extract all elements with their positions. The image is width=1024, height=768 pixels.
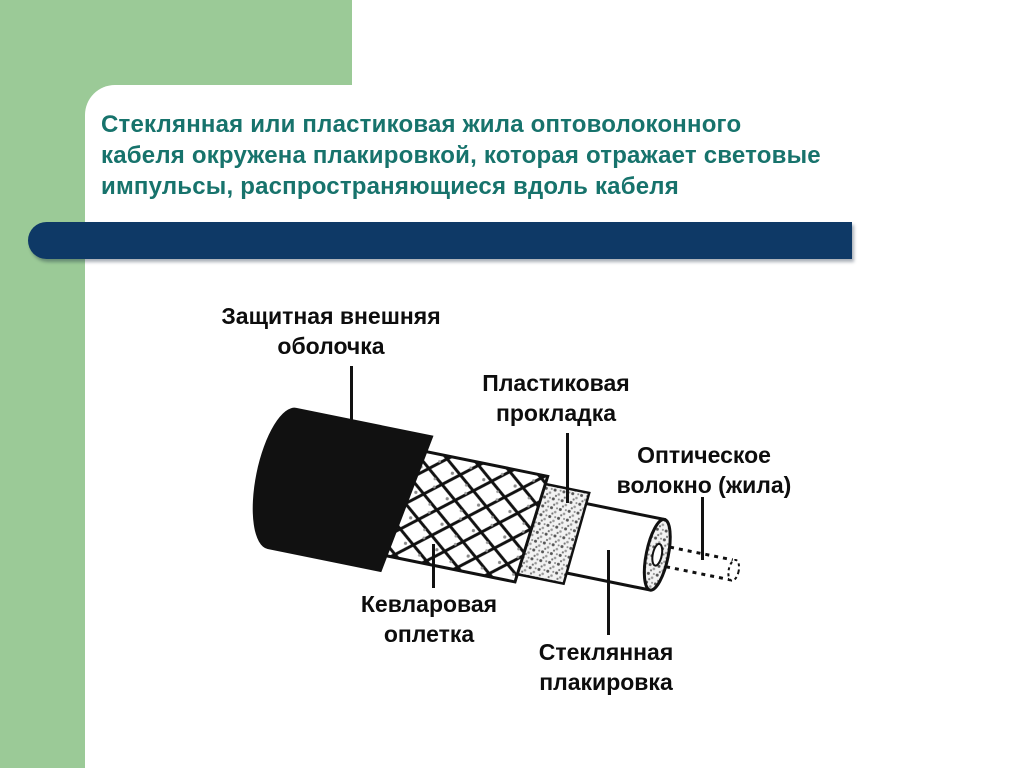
diagram-label-outer-jacket (221, 301, 440, 361)
diagram-label-plastic-spacer-line-2: прокладка (495, 400, 617, 426)
diagram-label-outer-jacket-line-2: оболочка (277, 333, 385, 359)
diagram-label-optical-fiber (617, 440, 792, 500)
leader-line-kevlar-braid (432, 544, 435, 588)
diagram-label-glass-cladding (539, 637, 674, 697)
leader-line-glass-cladding (607, 550, 610, 635)
diagram-label-plastic-spacer-line-1: Пластиковая (482, 370, 630, 396)
diagram-label-outer-jacket-line-1: Защитная внешняя (221, 303, 441, 329)
diagram-label-optical-fiber-line-1: Оптическое (637, 442, 771, 468)
leader-line-plastic-spacer (566, 433, 569, 503)
slide-title-line-3: импульсы, распространяющиеся вдоль кабеля (101, 173, 679, 200)
diagram-label-glass-cladding-line-2: плакировка (539, 669, 673, 695)
diagram-label-glass-cladding-line-1: Стеклянная (538, 639, 674, 665)
divider-bar (28, 222, 852, 259)
diagram-label-kevlar-braid-line-2: оплетка (383, 621, 475, 647)
slide-title-line-2: кабеля окружена плакировкой, которая отражает световые (101, 142, 821, 169)
leader-line-outer-jacket (350, 366, 353, 430)
diagram-label-plastic-spacer (482, 368, 629, 428)
slide-title (101, 109, 821, 202)
diagram-label-kevlar-braid-line-1: Кевларовая (360, 591, 498, 617)
diagram-label-optical-fiber-line-2: волокно (жила) (616, 472, 792, 498)
leader-line-optical-fiber (701, 497, 704, 560)
slide-title-line-1: Стеклянная или пластиковая жила оптоволоконного (101, 111, 742, 138)
diagram-label-kevlar-braid (361, 589, 497, 649)
